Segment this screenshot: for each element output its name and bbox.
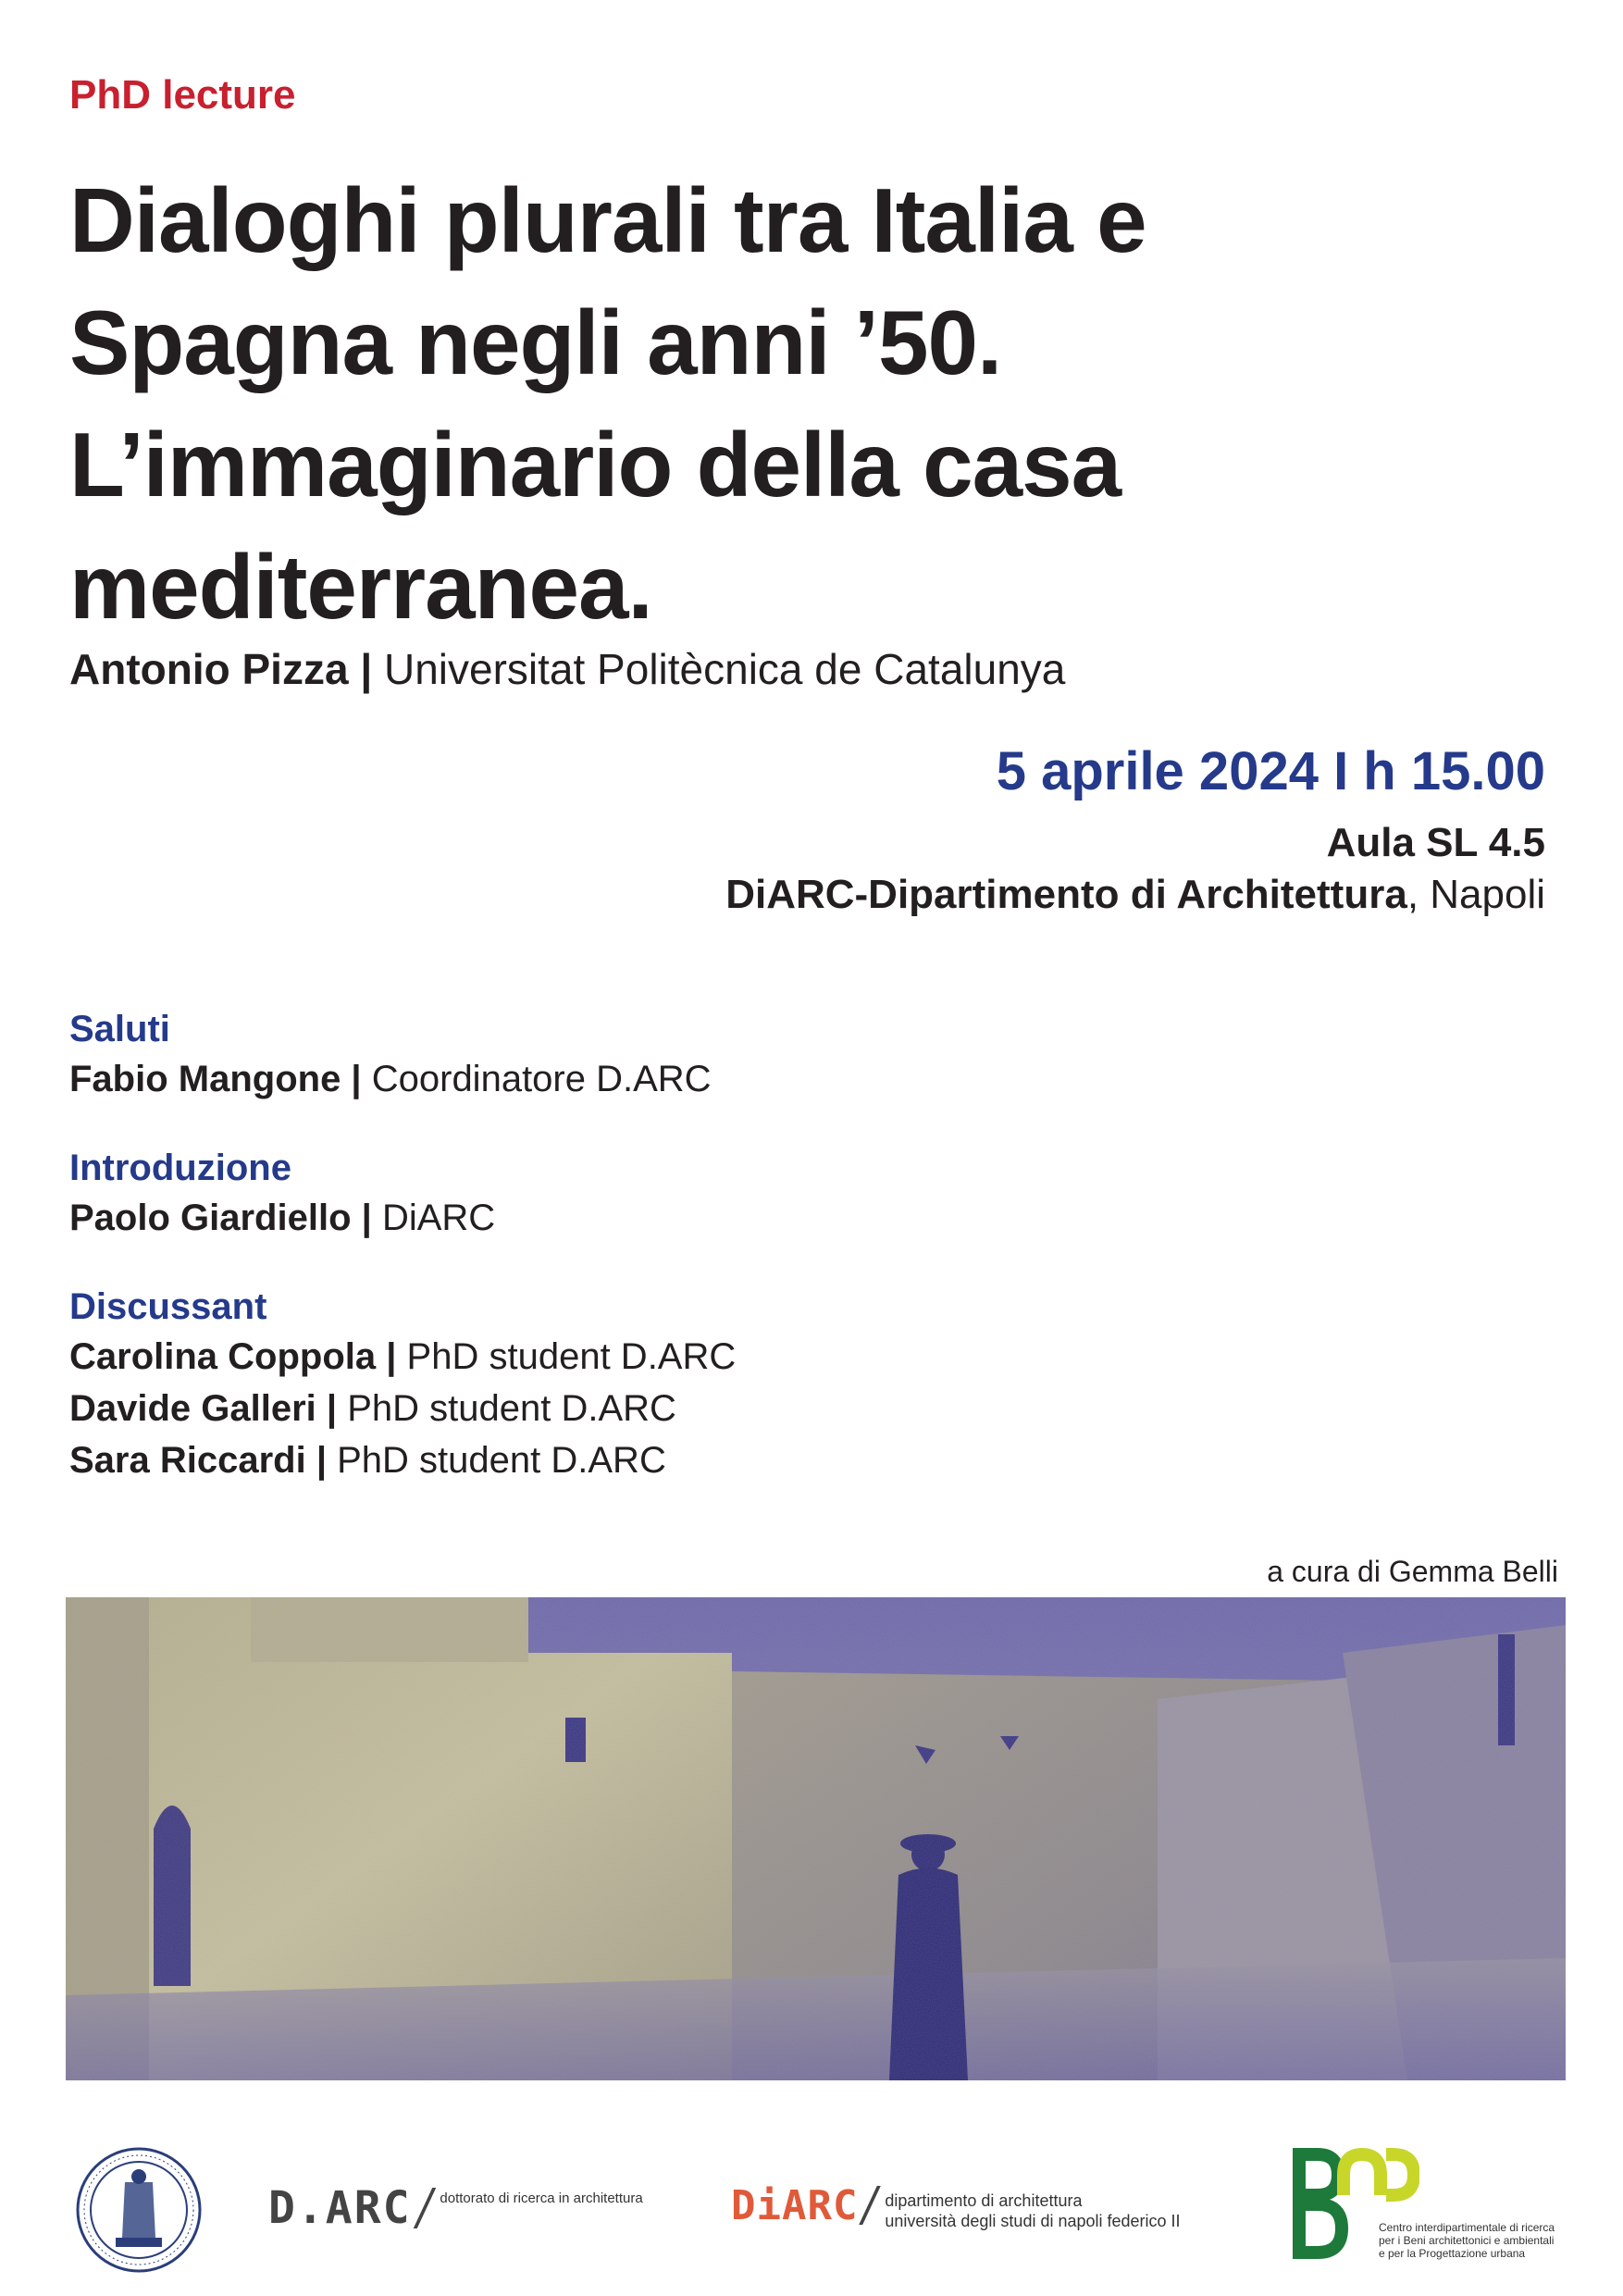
saluti-role: Coordinatore D.ARC <box>361 1059 712 1099</box>
curator-credit: a cura di Gemma Belli <box>1267 1555 1558 1588</box>
introduzione-role: DiARC <box>371 1198 496 1238</box>
speaker-name: Antonio Pizza <box>69 645 349 693</box>
event-room: Aula SL 4.5 <box>1326 820 1545 865</box>
diarc-caption-line-2: università degli studi di napoli federico II <box>885 2212 1181 2230</box>
speaker-line <box>69 644 1065 694</box>
discussant-entry <box>69 1440 666 1482</box>
discussant-name: Davide Galleri | <box>69 1388 338 1429</box>
bap-caption-line-1: Centro interdipartimentale di ricerca <box>1379 2221 1555 2234</box>
discussant-role: PhD student D.ARC <box>337 1388 676 1429</box>
speaker-affiliation: Universitat Politècnica de Catalunya <box>383 645 1066 693</box>
title-line-3: L’immaginario della casa <box>69 414 1121 515</box>
discussant-heading: Discussant <box>69 1286 267 1327</box>
lecture-title <box>69 159 1550 648</box>
saluti-name: Fabio Mangone | <box>69 1059 362 1099</box>
bap-caption-line-2: per i Beni architettonici e ambientali <box>1379 2234 1555 2247</box>
title-line-2: Spagna negli anni ’50. <box>69 292 1002 393</box>
venue-city: , Napoli <box>1406 872 1545 917</box>
cover-photo <box>66 1597 1566 2080</box>
darc-logo <box>268 2182 643 2234</box>
venue-name: DiARC-Dipartimento di Architettura <box>725 872 1407 917</box>
discussant-name: Carolina Coppola | <box>69 1336 397 1377</box>
introduzione-name: Paolo Giardiello | <box>69 1198 372 1238</box>
title-line-1: Dialoghi plurali tra Italia e <box>69 169 1146 271</box>
saluti-heading: Saluti <box>69 1009 170 1049</box>
discussant-role: PhD student D.ARC <box>327 1440 666 1481</box>
darc-slash-icon <box>414 2188 437 2228</box>
event-venue <box>725 872 1545 918</box>
diarc-logo <box>731 2182 1181 2231</box>
event-datetime: 5 aprile 2024 I h 15.00 <box>996 741 1545 801</box>
discussant-role: PhD student D.ARC <box>396 1336 737 1377</box>
diarc-caption-line-1: dipartimento di architettura <box>885 2191 1083 2210</box>
speaker-separator: | <box>348 645 384 693</box>
title-line-4: mediterranea. <box>69 536 652 638</box>
introduzione-heading: Introduzione <box>69 1148 291 1188</box>
discussant-entry <box>69 1336 736 1378</box>
kicker-label: PhD lecture <box>69 72 296 118</box>
darc-caption: dottorato di ricerca in architettura <box>440 2191 643 2206</box>
bap-caption-line-3: e per la Progettazione urbana <box>1379 2247 1526 2260</box>
diarc-slash-icon <box>859 2186 881 2225</box>
saluti-entry <box>69 1059 712 1100</box>
university-seal-logo <box>74 2145 204 2275</box>
diarc-wordmark: DiARC <box>731 2182 859 2229</box>
introduzione-entry <box>69 1198 495 1239</box>
discussant-entry <box>69 1388 676 1430</box>
bap-caption <box>1379 2221 1555 2260</box>
darc-wordmark: D.ARC <box>268 2182 412 2234</box>
discussant-name: Sara Riccardi | <box>69 1440 328 1481</box>
